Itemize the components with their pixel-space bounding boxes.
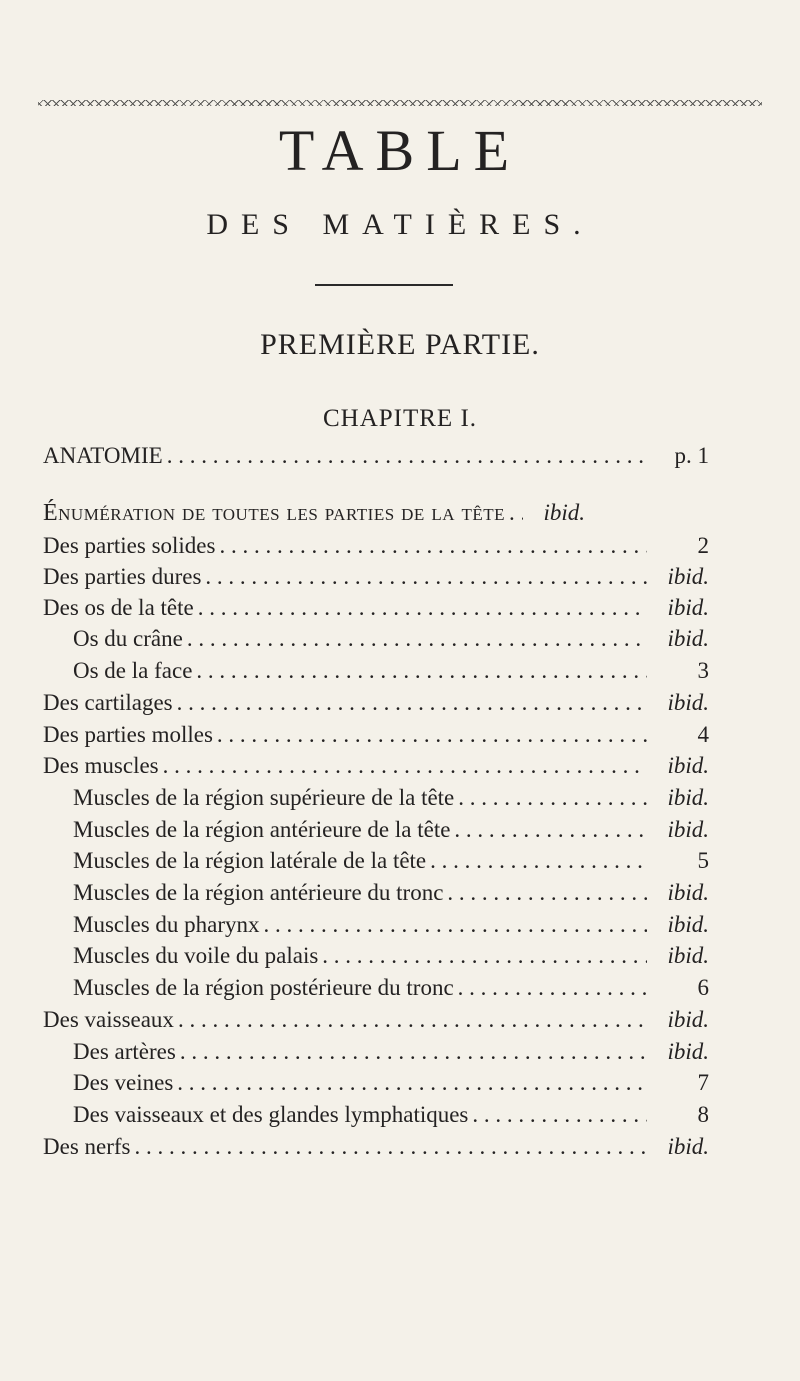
toc-entry-page: ibid. <box>667 564 709 589</box>
toc-entry-label: Muscles du voile du palais <box>73 943 319 968</box>
dot-leader <box>135 1131 648 1163</box>
toc-entry <box>73 1099 709 1131</box>
toc-entry-label: Des vaisseaux et des glandes lymphatiques <box>73 1102 469 1127</box>
page-subtitle: DES MATIÈRES. <box>206 208 594 241</box>
toc-entry <box>43 440 709 472</box>
dot-leader <box>509 497 523 529</box>
toc-entry-page: ibid. <box>667 880 709 905</box>
toc-entry-label: Muscles de la région antérieure du tronc <box>73 880 444 905</box>
toc-entry <box>73 909 709 941</box>
toc-entry-label: Des parties molles <box>43 722 213 747</box>
toc-entry-label: Os de la face <box>73 658 193 683</box>
dot-leader <box>177 1067 647 1099</box>
toc-entry-page: ibid. <box>667 912 709 937</box>
toc-entry <box>73 845 709 877</box>
toc-entry <box>73 814 709 846</box>
toc-entry-page: ibid. <box>667 690 709 715</box>
toc-entry <box>43 592 709 624</box>
chapter-heading: CHAPITRE I. <box>322 405 478 432</box>
dot-leader <box>219 530 647 562</box>
toc-entry-label: Des os de la tête <box>43 595 194 620</box>
dot-leader <box>322 940 647 972</box>
decorative-border <box>38 100 762 106</box>
toc-entry-page: 6 <box>697 975 709 1000</box>
toc-entry <box>43 1004 709 1036</box>
dot-leader <box>205 561 647 593</box>
toc-entry <box>73 877 709 909</box>
toc-entry-label: Des artères <box>73 1039 176 1064</box>
dot-leader <box>180 1036 647 1068</box>
dot-leader <box>196 655 647 687</box>
dot-leader <box>472 1099 647 1131</box>
page-title: TABLE <box>278 118 522 183</box>
toc-entry <box>43 687 709 719</box>
toc-entry-page: ibid. <box>667 595 709 620</box>
toc-entry-page: ibid. <box>667 1039 709 1064</box>
toc-entry-page: ibid. <box>543 500 586 525</box>
toc-entry <box>43 530 709 562</box>
dot-leader <box>264 909 647 941</box>
toc-entry-label: Des parties solides <box>43 533 216 558</box>
toc-entry-page: 7 <box>697 1070 709 1095</box>
toc-entry-label: ANATOMIE <box>43 443 163 468</box>
toc-entry <box>73 972 709 1004</box>
toc-entry-label: Muscles de la région supérieure de la tête <box>73 785 455 810</box>
dot-leader <box>187 623 647 655</box>
toc-entry <box>43 719 709 751</box>
toc-entry-page: ibid. <box>667 817 709 842</box>
dot-leader <box>454 814 647 846</box>
part-heading: PREMIÈRE PARTIE. <box>260 328 540 361</box>
toc-entry-label: Des parties dures <box>43 564 202 589</box>
dot-leader <box>167 440 647 472</box>
toc-entry-page: ibid. <box>667 785 709 810</box>
divider-rule <box>315 284 453 286</box>
toc-entry-page: ibid. <box>667 1007 709 1032</box>
toc-entry <box>73 940 709 972</box>
toc-entry-page: 2 <box>697 533 709 558</box>
toc-entry-page: ibid. <box>667 626 709 651</box>
dot-leader <box>198 592 647 624</box>
toc-entry-page: ibid. <box>667 1134 709 1159</box>
toc-entry <box>43 1131 709 1163</box>
toc-entry <box>73 623 709 655</box>
toc-entry-label: Des veines <box>73 1070 174 1095</box>
dot-leader <box>178 1004 647 1036</box>
toc-entry-label: Des nerfs <box>43 1134 131 1159</box>
dot-leader <box>447 877 647 909</box>
toc-entry <box>43 561 709 593</box>
toc-entry-label: Muscles de la région antérieure de la tête <box>73 817 451 842</box>
toc-entry-page: ibid. <box>667 943 709 968</box>
toc-entry-label: Muscles du pharynx <box>73 912 260 937</box>
dot-leader <box>163 750 647 782</box>
toc-entry-page: 3 <box>697 658 709 683</box>
toc-entry-label: Énumération de toutes les parties de la tête <box>43 500 506 526</box>
dot-leader <box>217 719 647 751</box>
toc-entry <box>73 655 709 687</box>
toc-entry <box>73 1067 709 1099</box>
toc-entry-label: Des vaisseaux <box>43 1007 174 1032</box>
toc-entry-page: p. 1 <box>674 443 709 468</box>
toc-entry-label: Des muscles <box>43 753 159 778</box>
toc-entry <box>73 1036 709 1068</box>
toc-entry-page: 5 <box>697 848 709 873</box>
dot-leader <box>458 972 647 1004</box>
toc-entry-label: Muscles de la région postérieure du tronc <box>73 975 454 1000</box>
toc-entry-page: ibid. <box>667 753 709 778</box>
toc-entry <box>43 750 709 782</box>
dot-leader <box>458 782 647 814</box>
toc-entry <box>43 497 709 529</box>
toc-entry-page: 8 <box>697 1102 709 1127</box>
toc-entry-page: 4 <box>697 722 709 747</box>
toc-entry-label: Muscles de la région latérale de la tête <box>73 848 427 873</box>
toc-entry <box>73 782 709 814</box>
toc-entry-label: Des cartilages <box>43 690 173 715</box>
dot-leader <box>430 845 647 877</box>
toc-entry-label: Os du crâne <box>73 626 183 651</box>
dot-leader <box>177 687 647 719</box>
